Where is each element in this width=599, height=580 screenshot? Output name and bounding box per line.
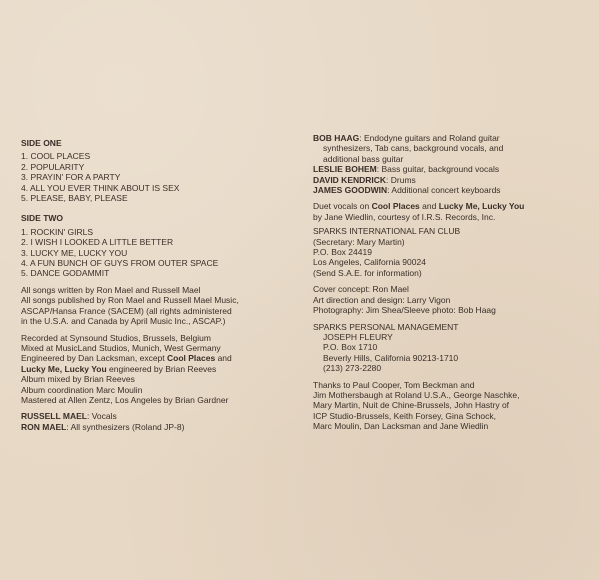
text-line bbox=[313, 201, 583, 211]
text-line: synthesizers, Tab cans, background vocals, and bbox=[323, 143, 504, 154]
band-credits bbox=[21, 411, 296, 432]
credit-line bbox=[313, 175, 583, 185]
text-line: (213) 273-2280 bbox=[323, 363, 382, 374]
text-line: (Send S.A.E. for information) bbox=[313, 267, 422, 278]
text-line bbox=[21, 364, 296, 374]
person-name: DAVID KENDRICK bbox=[313, 174, 387, 185]
text-run: and bbox=[419, 201, 439, 212]
credit-line bbox=[21, 422, 296, 432]
text-line: Mary Martin, Nuit de Chine-Brussels, John Hastry of bbox=[313, 400, 510, 411]
song-title: Lucky Me, Lucky You bbox=[438, 201, 525, 212]
side-one-tracklist bbox=[21, 151, 296, 203]
track: 4. A FUN BUNCH OF GUYS FROM OUTER SPACE bbox=[21, 258, 219, 269]
text-line: Art direction and design: Larry Vigon bbox=[313, 294, 451, 305]
track: 5. PLEASE, BABY, PLEASE bbox=[21, 193, 128, 204]
person-name: LESLIE BOHEM bbox=[313, 164, 377, 175]
role: : Vocals bbox=[86, 411, 117, 422]
text-run: Duet vocals on bbox=[313, 201, 372, 212]
side-one-heading: SIDE ONE bbox=[21, 138, 62, 148]
side-two-tracklist bbox=[21, 227, 296, 279]
text-line: Jim Mothersbaugh at Roland U.S.A., George Naschke, bbox=[313, 389, 520, 400]
track: 4. ALL YOU EVER THINK ABOUT IS SEX bbox=[21, 182, 180, 193]
recording-credits bbox=[21, 333, 296, 406]
text-line: ASCAP/Hansa France (SACEM) (all rights administered bbox=[21, 305, 232, 316]
person-name: JAMES GOODWIN bbox=[313, 185, 388, 196]
text-line: All songs published by Ron Mael and Russell Mael Music, bbox=[21, 295, 239, 306]
text-line: Album coordination Marc Moulin bbox=[21, 384, 143, 395]
text-line: Los Angeles, California 90024 bbox=[313, 257, 426, 268]
credit-line bbox=[313, 185, 583, 195]
text-run: and bbox=[215, 353, 232, 364]
song-title: Cool Places bbox=[371, 201, 420, 212]
song-title: Cool Places bbox=[167, 353, 216, 364]
text-line: in the U.S.A. and Canada by April Music Inc., ASCAP.) bbox=[21, 316, 226, 327]
track: 3. LUCKY ME, LUCKY YOU bbox=[21, 247, 128, 258]
credit-line bbox=[313, 164, 583, 174]
track: 3. PRAYIN' FOR A PARTY bbox=[21, 172, 121, 183]
text-line: All songs written by Ron Mael and Russell Mael bbox=[21, 284, 201, 295]
track: 1. COOL PLACES bbox=[21, 151, 91, 162]
fan-club-info bbox=[313, 226, 583, 278]
text-line bbox=[21, 353, 296, 363]
text-line: ICP Studio-Brussels, Keith Forsey, Gina Schock, bbox=[313, 410, 496, 421]
right-column bbox=[313, 133, 583, 432]
text-line: P.O. Box 24419 bbox=[313, 247, 372, 258]
track: 1. ROCKIN' GIRLS bbox=[21, 226, 94, 237]
text-line: JOSEPH FLEURY bbox=[323, 331, 393, 342]
credit-line bbox=[21, 411, 296, 421]
side-two-heading: SIDE TWO bbox=[21, 213, 64, 224]
text-line: Thanks to Paul Cooper, Tom Beckman and bbox=[313, 379, 475, 390]
text-line: Cover concept: Ron Mael bbox=[313, 284, 409, 295]
text-line: (Secretary: Mary Martin) bbox=[313, 236, 405, 247]
credit-line bbox=[313, 133, 583, 143]
role: : All synthesizers (Roland JP-8) bbox=[66, 421, 185, 432]
text-line: SPARKS INTERNATIONAL FAN CLUB bbox=[313, 226, 461, 237]
thanks bbox=[313, 380, 583, 432]
text-run: engineered by Brian Reeves bbox=[106, 363, 217, 374]
person-name: RUSSELL MAEL bbox=[21, 411, 87, 422]
text-line: Beverly Hills, California 90213-1710 bbox=[323, 352, 459, 363]
track: 2. I WISH I LOOKED A LITTLE BETTER bbox=[21, 237, 174, 248]
text-run: Engineered by Dan Lacksman, except bbox=[21, 353, 168, 364]
text-line: additional bass guitar bbox=[323, 153, 404, 164]
person-name: RON MAEL bbox=[21, 421, 67, 432]
role: : Drums bbox=[386, 174, 416, 185]
role: : Additional concert keyboards bbox=[387, 185, 501, 196]
text-line: by Jane Wiedlin, courtesy of I.R.S. Records, Inc. bbox=[313, 211, 496, 222]
text-line: Album mixed by Brian Reeves bbox=[21, 374, 135, 385]
text-line: Photography: Jim Shea/Sleeve photo: Bob Haag bbox=[313, 305, 496, 316]
left-column bbox=[21, 138, 296, 432]
text-line: Marc Moulin, Dan Lacksman and Jane Wiedlin bbox=[313, 421, 489, 432]
design-credits bbox=[313, 284, 583, 315]
track: 2. POPULARITY bbox=[21, 161, 85, 172]
track: 5. DANCE GODAMMIT bbox=[21, 268, 110, 279]
song-title: Lucky Me, Lucky You bbox=[21, 363, 107, 374]
role: : Endodyne guitars and Roland guitar bbox=[359, 133, 500, 143]
management-info bbox=[313, 322, 583, 374]
role: : Bass guitar, background vocals bbox=[376, 164, 500, 175]
text-line: Mastered at Allen Zentz, Los Angeles by Brian Gardner bbox=[21, 394, 229, 405]
text-line: SPARKS PERSONAL MANAGEMENT bbox=[313, 321, 459, 332]
songwriting-credits bbox=[21, 285, 296, 327]
text-line: P.O. Box 1710 bbox=[323, 342, 378, 353]
musician-credits bbox=[313, 133, 583, 195]
text-line: Recorded at Synsound Studios, Brussels, Belgium bbox=[21, 332, 211, 343]
person-name: BOB HAAG bbox=[313, 133, 360, 143]
duet-credit bbox=[313, 201, 583, 222]
text-line: Mixed at MusicLand Studios, Munich, West Germany bbox=[21, 342, 221, 353]
